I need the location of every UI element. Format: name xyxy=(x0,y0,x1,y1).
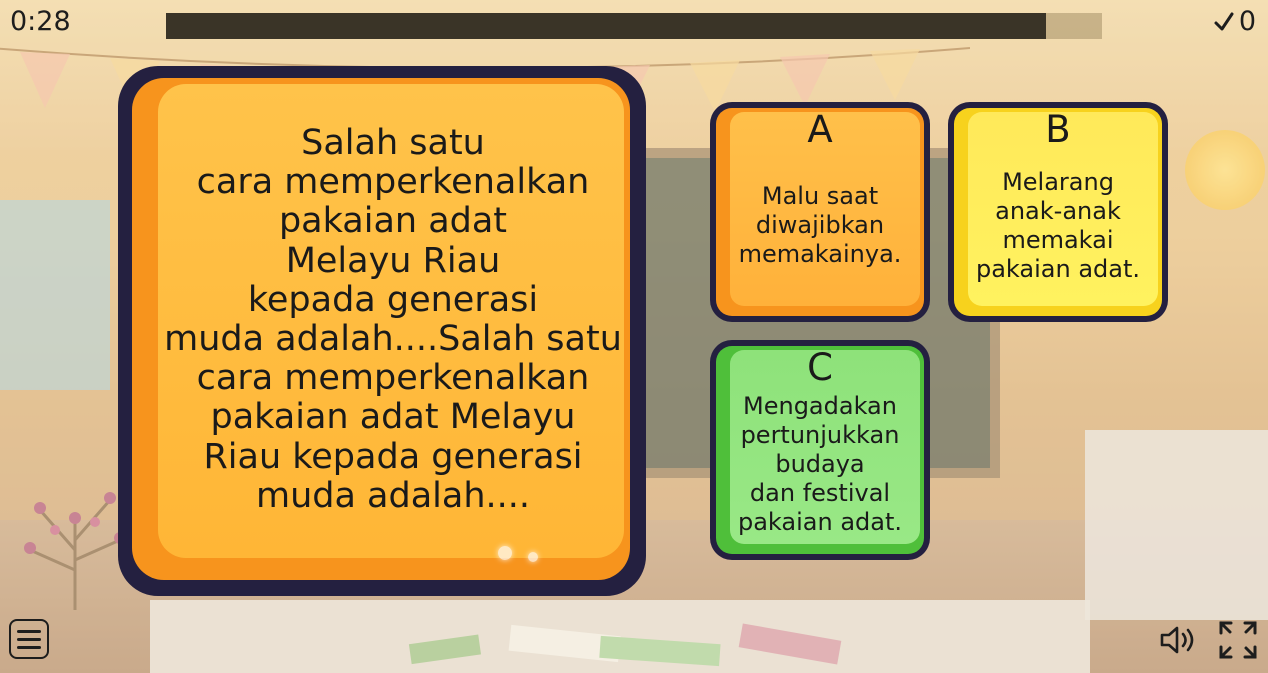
answer-option-b[interactable] xyxy=(948,102,1168,322)
answer-letter: B xyxy=(1045,108,1071,151)
menu-icon xyxy=(17,638,41,641)
check-icon xyxy=(1213,11,1235,33)
timer: 0:28 xyxy=(10,6,71,37)
question-card xyxy=(118,66,646,596)
answer-text: Mengadakan pertunjukkan budaya dan festival pakaian adat. xyxy=(737,392,903,536)
answer-option-a[interactable] xyxy=(710,102,930,322)
answer-text: Malu saat diwajibkan memakainya. xyxy=(738,182,902,268)
menu-button[interactable] xyxy=(9,619,49,659)
score-value: 0 xyxy=(1238,6,1256,37)
answer-letter: C xyxy=(807,346,833,389)
menu-icon xyxy=(17,646,41,649)
fullscreen-icon[interactable] xyxy=(1218,620,1258,660)
progress-bar-fill xyxy=(166,13,1046,39)
answer-option-c[interactable] xyxy=(710,340,930,560)
speaker-icon[interactable] xyxy=(1158,620,1198,660)
question-text: Salah satu cara memperkenalkan pakaian adat Melayu Riau kepada generasi muda adalah....Salah satu cara memperkenalkan pakaian adat Melayu Riau kepada generasi muda adalah.... xyxy=(164,123,622,516)
progress-bar xyxy=(166,13,1102,39)
menu-icon xyxy=(17,630,41,633)
score xyxy=(1213,6,1256,37)
answer-letter: A xyxy=(807,108,833,151)
answer-text: Melarang anak-anak memakai pakaian adat. xyxy=(975,168,1141,283)
